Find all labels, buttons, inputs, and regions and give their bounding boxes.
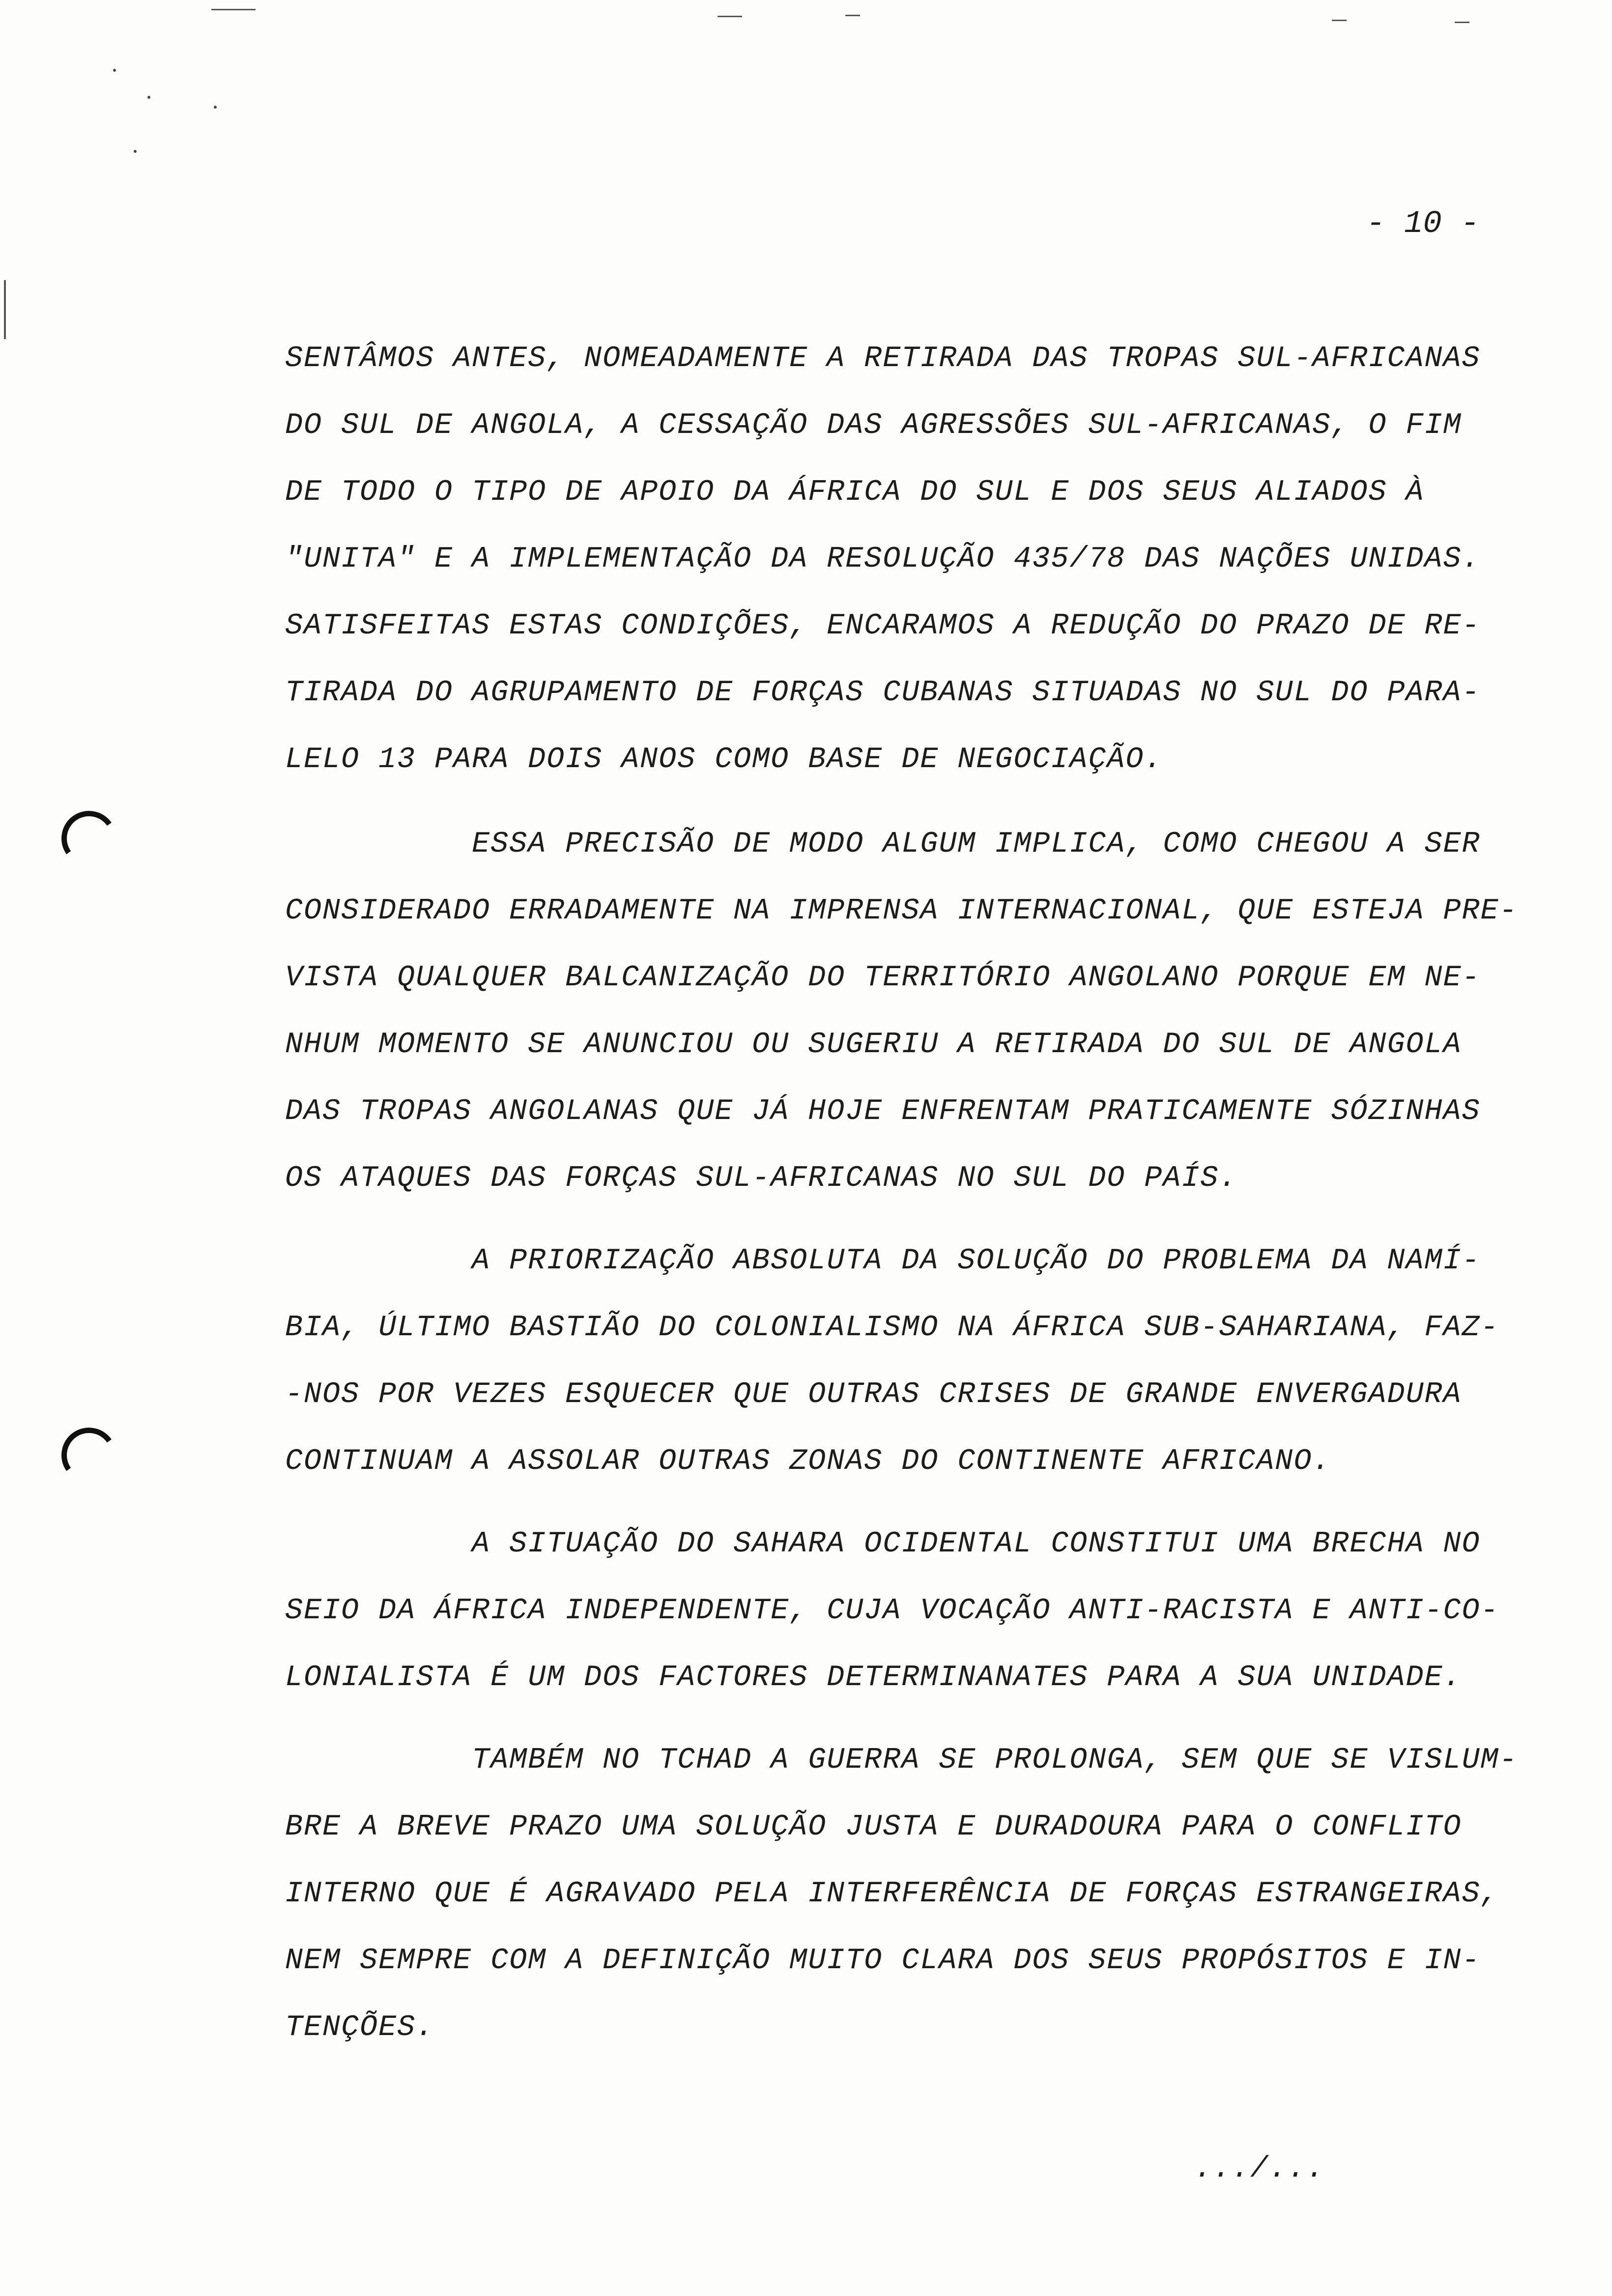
top-edge-mark <box>1332 20 1347 21</box>
scan-speck <box>214 106 217 109</box>
page-number: - 10 - <box>1366 206 1480 242</box>
text-line: BRE A BREVE PRAZO UMA SOLUÇÃO JUSTA E DURADOURA PARA O CONFLITO <box>285 1810 1462 1844</box>
left-edge-mark <box>4 280 6 339</box>
text-line: VISTA QUALQUER BALCANIZAÇÃO DO TERRITÓRIO ANGOLANO PORQUE EM NE- <box>285 961 1481 995</box>
text-line: DO SUL DE ANGOLA, A CESSAÇÃO DAS AGRESSÕES SUL-AFRICANAS, O FIM <box>285 409 1462 442</box>
text-line: TENÇÕES. <box>285 2011 435 2044</box>
continuation-mark: .../... <box>1194 2152 1325 2186</box>
text-line: LELO 13 PARA DOIS ANOS COMO BASE DE NEGOCIAÇÃO. <box>285 743 1163 776</box>
scan-speck <box>134 150 137 153</box>
text-line: NEM SEMPRE COM A DEFINIÇÃO MUITO CLARA DOS SEUS PROPÓSITOS E IN- <box>285 1944 1481 1978</box>
punch-hole-mark <box>57 1423 121 1487</box>
text-line: DE TODO O TIPO DE APOIO DA ÁFRICA DO SUL E DOS SEUS ALIADOS À <box>285 476 1425 509</box>
text-line: TAMBÉM NO TCHAD A GUERRA SE PROLONGA, SEM QUE SE VISLUM- <box>285 1744 1518 1777</box>
top-edge-mark <box>1455 22 1469 23</box>
text-line: CONSIDERADO ERRADAMENTE NA IMPRENSA INTERNACIONAL, QUE ESTEJA PRE- <box>285 894 1518 928</box>
text-line: SENTÂMOS ANTES, NOMEADAMENTE A RETIRADA DAS TROPAS SUL-AFRICANAS <box>285 342 1481 375</box>
text-line: INTERNO QUE É AGRAVADO PELA INTERFERÊNCIA DE FORÇAS ESTRANGEIRAS, <box>285 1877 1499 1911</box>
text-line: SEIO DA ÁFRICA INDEPENDENTE, CUJA VOCAÇÃO ANTI-RACISTA E ANTI-CO- <box>285 1594 1499 1628</box>
punch-hole-mark <box>57 806 121 870</box>
text-line: OS ATAQUES DAS FORÇAS SUL-AFRICANAS NO SUL DO PAÍS. <box>285 1162 1238 1195</box>
text-line: BIA, ÚLTIMO BASTIÃO DO COLONIALISMO NA ÁFRICA SUB-SAHARIANA, FAZ- <box>285 1311 1499 1345</box>
text-line: ESSA PRECISÃO DE MODO ALGUM IMPLICA, COMO CHEGOU A SER <box>285 828 1481 861</box>
text-line: A PRIORIZAÇÃO ABSOLUTA DA SOLUÇÃO DO PROBLEMA DA NAMÍ- <box>285 1244 1481 1278</box>
text-line: -NOS POR VEZES ESQUECER QUE OUTRAS CRISES DE GRANDE ENVERGADURA <box>285 1378 1462 1411</box>
scan-speck <box>113 69 116 72</box>
text-line: "UNITA" E A IMPLEMENTAÇÃO DA RESOLUÇÃO 435/78 DAS NAÇÕES UNIDAS. <box>285 543 1481 576</box>
text-line: TIRADA DO AGRUPAMENTO DE FORÇAS CUBANAS SITUADAS NO SUL DO PARA- <box>285 676 1481 710</box>
text-line: A SITUAÇÃO DO SAHARA OCIDENTAL CONSTITUI UMA BRECHA NO <box>285 1527 1481 1561</box>
text-line: CONTINUAM A ASSOLAR OUTRAS ZONAS DO CONTINENTE AFRICANO. <box>285 1445 1331 1478</box>
scan-speck <box>147 96 150 99</box>
text-line: DAS TROPAS ANGOLANAS QUE JÁ HOJE ENFRENTAM PRATICAMENTE SÓZINHAS <box>285 1095 1481 1128</box>
text-line: NHUM MOMENTO SE ANUNCIOU OU SUGERIU A RETIRADA DO SUL DE ANGOLA <box>285 1028 1462 1062</box>
top-edge-mark <box>845 15 860 16</box>
text-line: LONIALISTA É UM DOS FACTORES DETERMINANATES PARA A SUA UNIDADE. <box>285 1661 1462 1694</box>
top-edge-mark <box>211 9 256 10</box>
text-line: SATISFEITAS ESTAS CONDIÇÕES, ENCARAMOS A REDUÇÃO DO PRAZO DE RE- <box>285 609 1481 643</box>
top-edge-mark <box>718 16 742 17</box>
